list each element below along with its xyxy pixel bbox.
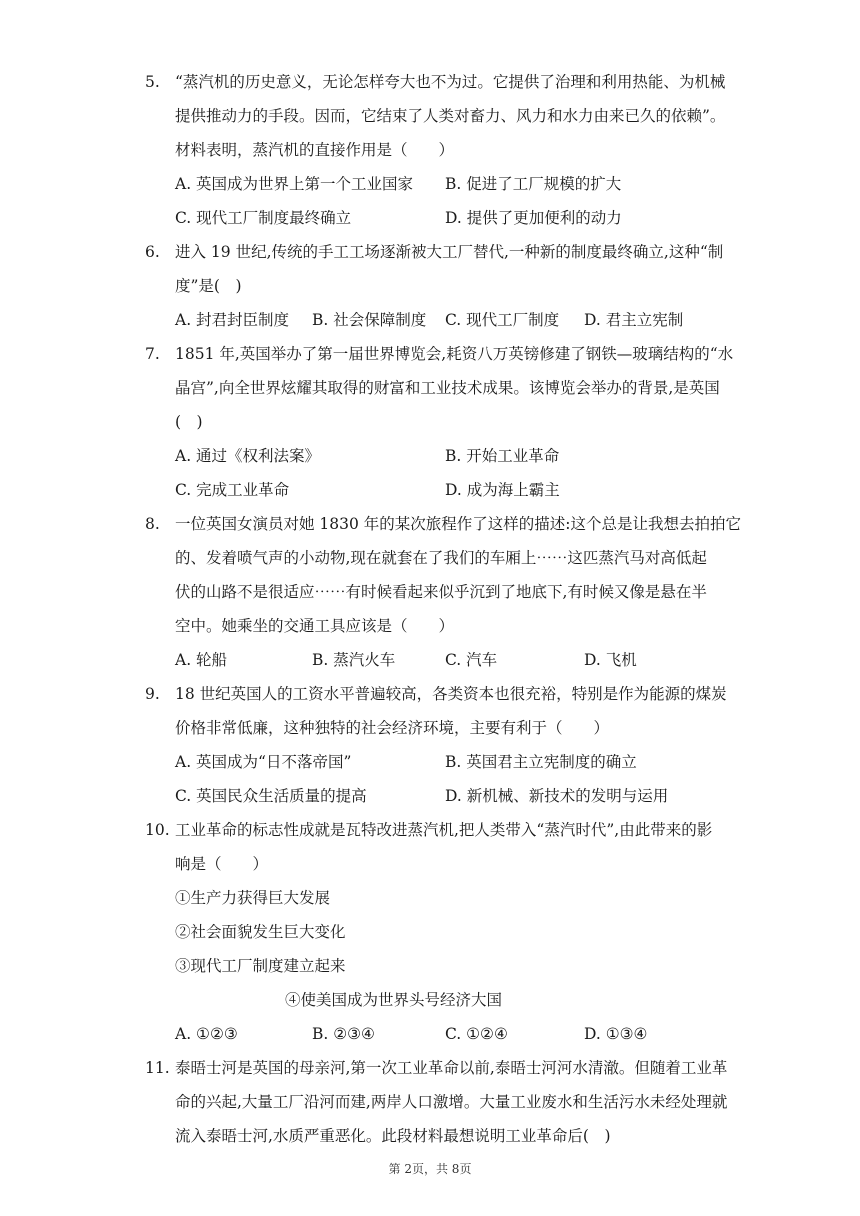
option-c: C. 汽车: [445, 651, 498, 669]
question-6-line-1: [145, 235, 725, 269]
question-10: [145, 813, 725, 1051]
option-row: [145, 439, 725, 473]
option-a: A. 通过《权利法案》: [175, 447, 321, 465]
option-d: D. 提供了更加便利的动力: [445, 209, 622, 227]
option-d: D. 君主立宪制: [584, 311, 684, 329]
question-5-line-2: 提供推动力的手段。因而，它结束了人类对畜力、风力和水力由来已久的依赖”。: [175, 107, 726, 125]
question-7: [145, 337, 734, 507]
question-stem: 泰晤士河是英国的母亲河,第一次工业革命以前,泰晤士河河水清澈。但随着工业革: [175, 1059, 728, 1077]
question-11-line-2: 命的兴起,大量工厂沿河而建,两岸人口激增。大量工业废水和生活污水未经处理就: [175, 1093, 728, 1111]
option-c: C. ①②④: [445, 1025, 508, 1043]
statement-2: ②社会面貌发生巨大变化: [175, 923, 346, 941]
statement-4: ④使美国成为世界头号经济大国: [285, 991, 503, 1009]
question-stem: 1851 年,英国举办了第一届世界博览会,耗资八万英镑修建了钢铁—玻璃结构的“水: [175, 345, 734, 363]
option-d: D. 飞机: [584, 651, 637, 669]
option-b: B. 英国君主立宪制度的确立: [445, 753, 637, 771]
question-6-line-2: 度”是( ): [175, 277, 242, 295]
question-11-line-1: [145, 1051, 728, 1085]
option-b: B. 开始工业革命: [445, 447, 560, 465]
option-a: A. ①②③: [175, 1025, 238, 1043]
question-10-line-2: 响是（ ）: [175, 855, 269, 873]
question-5: [145, 65, 725, 235]
option-b: B. 社会保障制度: [312, 311, 427, 329]
question-9-line-2: 价格非常低廉，这种独特的社会经济环境，主要有利于（ ）: [175, 719, 610, 737]
page-footer: 第 2页，共 8页: [388, 1162, 472, 1176]
question-8-line-2: 的、发着喷气声的小动物,现在就套在了我们的车厢上⋯⋯这匹蒸汽马对高低起: [175, 549, 707, 567]
option-row: [145, 643, 725, 677]
statement-1: ①生产力获得巨大发展: [175, 889, 331, 907]
option-a: A. 封君封臣制度: [175, 311, 290, 329]
question-7-line-1: [145, 337, 734, 371]
option-a: A. 轮船: [175, 651, 228, 669]
option-c: C. 现代工厂制度最终确立: [175, 209, 352, 227]
question-number: 7.: [145, 345, 160, 363]
question-number: 8.: [145, 515, 160, 533]
question-5-line-3: 材料表明，蒸汽机的直接作用是（ ）: [175, 141, 455, 159]
question-8-line-1: [145, 507, 742, 541]
question-number: 9.: [145, 685, 160, 703]
option-a: A. 英国成为“日不落帝国”: [175, 753, 352, 771]
question-stem: “蒸汽机的历史意义，无论怎样夸大也不为过。它提供了治理和利用热能、为机械: [175, 73, 726, 91]
question-stem: 18 世纪英国人的工资水平普遍较高，各类资本也很充裕，特别是作为能源的煤炭: [175, 685, 727, 703]
option-row: [145, 201, 725, 235]
question-stem: 工业革命的标志性成就是瓦特改进蒸汽机,把人类带入“蒸汽时代”,由此带来的影: [175, 821, 713, 839]
question-9-line-1: [145, 677, 725, 711]
question-8-line-3: 伏的山路不是很适应⋯⋯有时候看起来似乎沉到了地底下,有时候又像是悬在半: [175, 583, 707, 601]
option-row: [145, 303, 725, 337]
question-7-line-2: 晶宫”,向全世界炫耀其取得的财富和工业技术成果。该博览会举办的背景,是英国: [175, 379, 720, 397]
option-d: D. 新机械、新技术的发明与运用: [445, 787, 669, 805]
option-row: [145, 745, 725, 779]
option-b: B. 蒸汽火车: [312, 651, 396, 669]
question-number: 11.: [145, 1059, 170, 1077]
question-8-line-4: 空中。她乘坐的交通工具应该是（ ）: [175, 617, 455, 635]
question-10-line-1: [145, 813, 725, 847]
option-d: D. 成为海上霸主: [445, 481, 560, 499]
option-row: [145, 779, 725, 813]
option-a: A. 英国成为世界上第一个工业国家: [175, 175, 414, 193]
option-row: [145, 1017, 725, 1051]
question-9: [145, 677, 725, 813]
question-11: [145, 1051, 728, 1153]
question-number: 5.: [145, 73, 160, 91]
option-c: C. 完成工业革命: [175, 481, 290, 499]
question-number: 6.: [145, 243, 160, 261]
option-row: [145, 473, 725, 507]
question-stem: 进入 19 世纪,传统的手工工场逐渐被大工厂替代,一种新的制度最终确立,这种“制: [175, 243, 724, 261]
question-8: [145, 507, 742, 677]
question-11-line-3: 流入泰晤士河,水质严重恶化。此段材料最想说明工业革命后( ): [175, 1127, 611, 1145]
option-c: C. 英国民众生活质量的提高: [175, 787, 367, 805]
option-d: D. ①③④: [584, 1025, 648, 1043]
question-6: [145, 235, 725, 337]
question-stem: 一位英国女演员对她 1830 年的某次旅程作了这样的描述:这个总是让我想去拍拍它: [175, 515, 742, 533]
option-row: [145, 167, 725, 201]
question-5-line-1: [145, 65, 725, 99]
statement-3: ③现代工厂制度建立起来: [175, 957, 346, 975]
question-number: 10.: [145, 821, 170, 839]
option-c: C. 现代工厂制度: [445, 311, 560, 329]
option-b: B. ②③④: [312, 1025, 375, 1043]
option-b: B. 促进了工厂规模的扩大: [445, 175, 622, 193]
question-7-line-3: ( ): [175, 413, 203, 431]
